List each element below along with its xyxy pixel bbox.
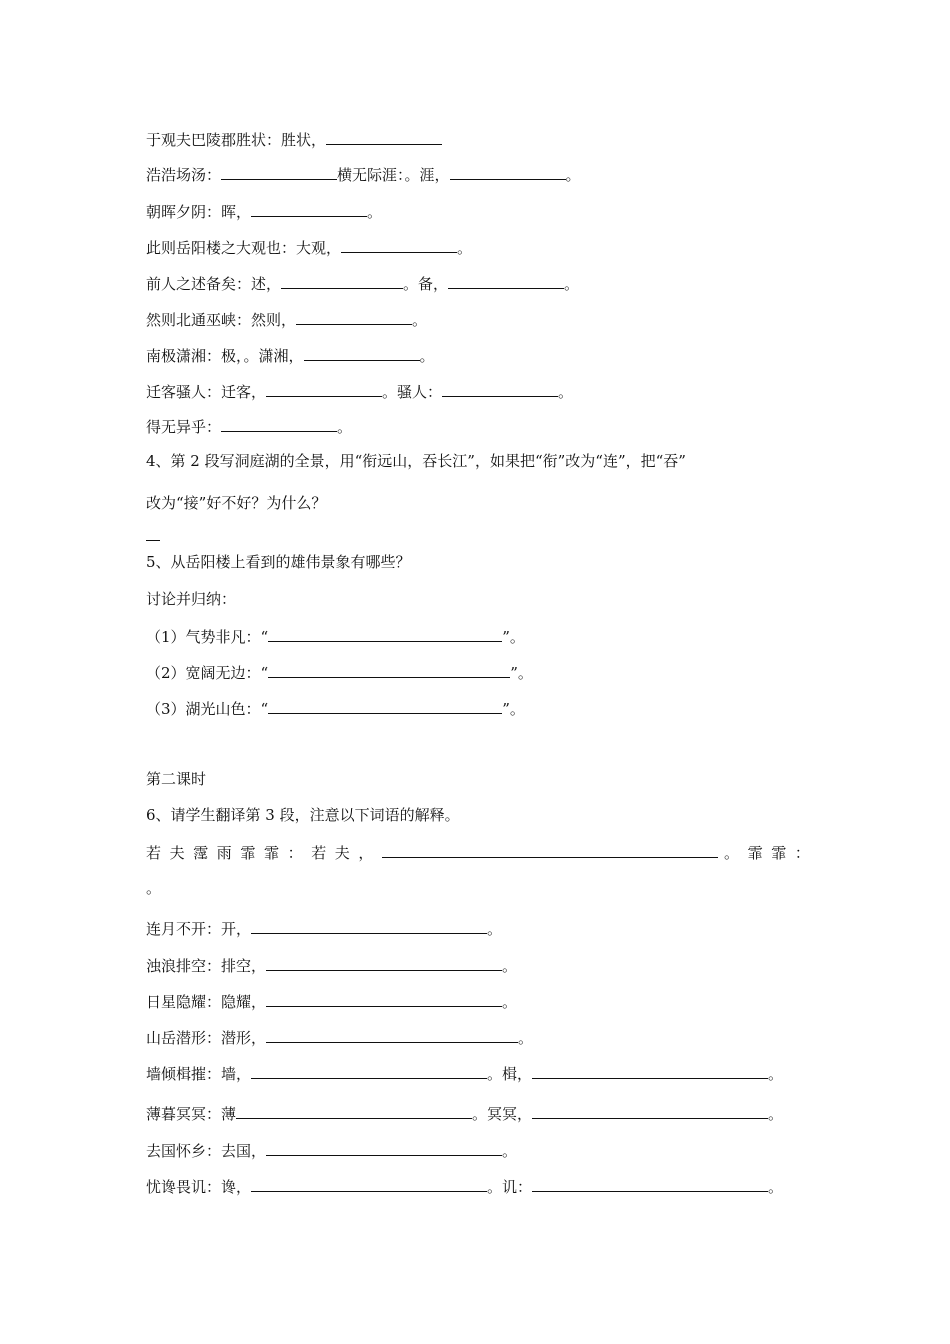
answer-blank[interactable] [450,163,566,180]
punctuation: 。 [502,993,518,1011]
vocab-term: 。冥冥， [472,1105,533,1123]
vocab-line-paikong [146,954,517,976]
section-heading: 第二课时 [146,770,207,788]
punctuation: 。 [337,418,353,436]
punctuation: 。 [565,166,581,184]
vocab-term: 横无际涯：。涯， [337,166,450,184]
vocab-term: 去国怀乡：去国， [146,1142,267,1160]
vocab-term: 连月不开：开， [146,920,252,938]
question-4-line-1: 4、第 2 段写洞庭湖的全景，用“衔远山，吞长江”，如果把“衔”改为“连”，把“吞” [146,452,686,470]
vocab-term: 。骚人： [382,383,443,401]
vocab-line-chan-ji [146,1175,783,1197]
vocab-line-bo-mingming [146,1102,783,1124]
vocab-term: 若夫霪雨霏霏：若夫， [146,844,383,862]
answer-blank[interactable] [221,163,337,180]
answer-blank[interactable] [268,697,502,714]
punctuation: ”。 [510,664,533,682]
answer-blank[interactable] [251,1175,487,1192]
question-5-item-2 [146,661,533,683]
vocab-term: 薄暮冥冥：薄 [146,1105,237,1123]
item-label: （3）湖光山色：“ [146,700,269,718]
punctuation: 。 [768,1178,784,1196]
vocab-term: 日星隐耀：隐耀， [146,993,267,1011]
vocab-line-shengzhuang [146,128,442,150]
answer-rule[interactable] [146,540,160,541]
vocab-term: 忧谗畏讥：谗， [146,1178,252,1196]
vocab-term: 。霏霏： [724,844,819,862]
answer-blank[interactable] [251,200,367,217]
punctuation: ”。 [502,700,525,718]
vocab-line-yinyao [146,990,517,1012]
vocab-line-ji-xiaoxiang [146,344,435,366]
answer-blank[interactable] [266,990,502,1007]
answer-blank[interactable] [532,1175,768,1192]
answer-blank[interactable] [236,1102,472,1119]
answer-blank[interactable] [382,841,718,858]
vocab-term: 山岳潜形：潜形， [146,1029,267,1047]
answer-blank[interactable] [268,625,502,642]
answer-blank[interactable] [296,308,412,325]
punctuation: 。 [412,311,428,329]
answer-blank[interactable] [251,1062,487,1079]
answer-blank[interactable] [251,917,487,934]
vocab-line-qianxing [146,1026,533,1048]
punctuation: 。 [502,957,518,975]
item-label: （1）气势非凡：“ [146,628,269,646]
vocab-term: 得无异乎： [146,418,222,436]
question-4-line-2: 改为“接”好不好？为什么？ [146,494,327,512]
punctuation: 。 [419,347,435,365]
vocab-line-ranze [146,308,427,330]
vocab-line-qiang-ji [146,1062,783,1084]
vocab-term: 。楫， [487,1065,533,1083]
answer-blank[interactable] [266,1139,502,1156]
vocab-term: 。讥： [487,1178,533,1196]
vocab-line-feifei-cont: 。 [146,879,162,897]
vocab-line-ruofu [146,841,818,863]
answer-blank[interactable] [281,272,403,289]
answer-blank[interactable] [221,415,337,432]
answer-blank[interactable] [266,380,382,397]
punctuation: 。 [518,1029,534,1047]
answer-blank[interactable] [266,954,502,971]
answer-blank[interactable] [532,1062,768,1079]
vocab-term: 浊浪排空：排空， [146,957,267,975]
punctuation: 。 [487,920,503,938]
answer-blank[interactable] [266,1026,518,1043]
vocab-term: 浩浩场汤： [146,166,222,184]
answer-blank[interactable] [304,344,420,361]
vocab-line-shu-bei [146,272,579,294]
punctuation: 。 [768,1105,784,1123]
item-label: （2）宽阔无边：“ [146,664,269,682]
punctuation: 。 [502,1142,518,1160]
vocab-term: 于观夫巴陵郡胜状：胜状， [146,131,327,149]
question-5-title: 5、从岳阳楼上看到的雄伟景象有哪些？ [146,553,411,571]
answer-blank[interactable] [341,236,457,253]
question-6: 6、请学生翻译第 3 段，注意以下词语的解释。 [146,806,460,824]
punctuation: 。 [457,239,473,257]
punctuation: 。 [558,383,574,401]
answer-blank[interactable] [448,272,564,289]
punctuation: 。 [768,1065,784,1083]
vocab-line-hui [146,200,382,222]
question-5-item-1 [146,625,525,647]
question-5-item-3 [146,697,525,719]
answer-blank[interactable] [268,661,510,678]
vocab-term: 南极潇湘：极，。潇湘， [146,347,304,365]
vocab-term: 墙倾楫摧：墙， [146,1065,252,1083]
vocab-term: 前人之述备矣：述， [146,275,282,293]
vocab-term: 迁客骚人：迁客， [146,383,267,401]
answer-blank[interactable] [326,128,442,145]
vocab-line-haohao [146,163,581,185]
vocab-line-kai [146,917,502,939]
vocab-term: 朝晖夕阴：晖， [146,203,252,221]
vocab-term: 。备， [403,275,449,293]
punctuation: 。 [367,203,383,221]
vocab-line-dewu [146,415,352,437]
vocab-line-quguo [146,1139,517,1161]
answer-blank[interactable] [442,380,558,397]
vocab-term: 此则岳阳楼之大观也：大观， [146,239,342,257]
vocab-term: 然则北通巫峡：然则， [146,311,297,329]
question-5-intro: 讨论并归纳： [146,590,237,608]
punctuation: 。 [564,275,580,293]
vocab-line-daguan [146,236,472,258]
punctuation: ”。 [502,628,525,646]
vocab-line-qianke-saoren [146,380,573,402]
answer-blank[interactable] [532,1102,768,1119]
